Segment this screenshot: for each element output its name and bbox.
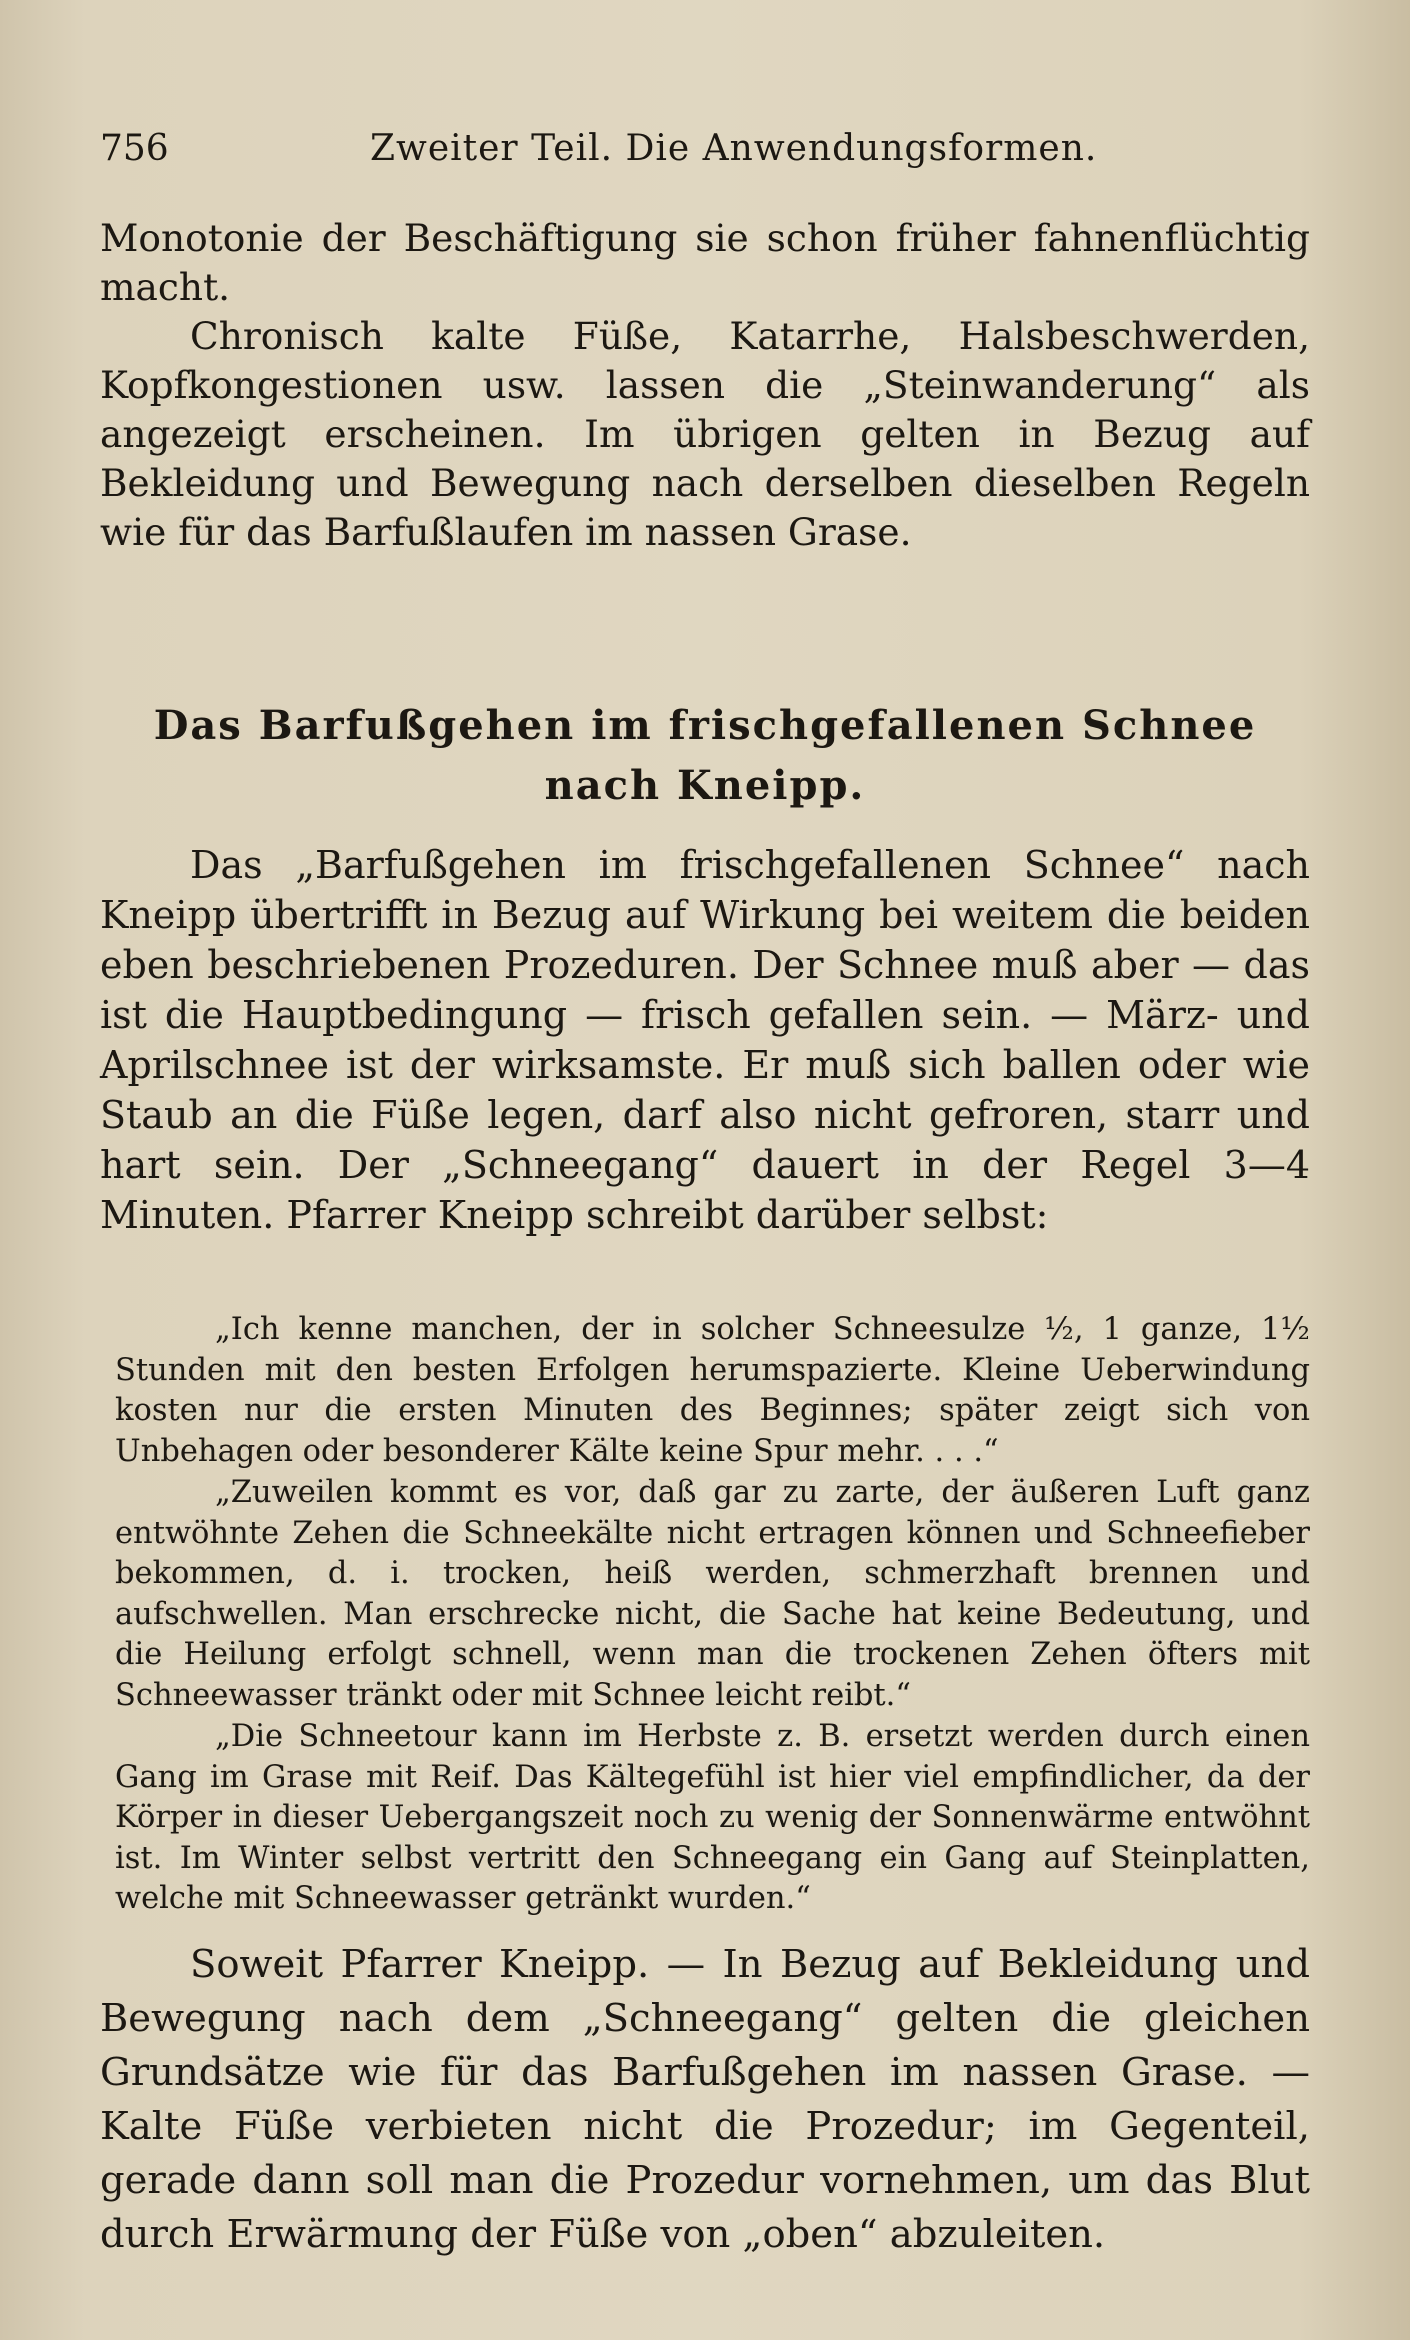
page-header bbox=[100, 128, 1310, 178]
section-heading-line-1: Das Barfußgehen im frischgefallenen Schnee bbox=[153, 702, 1257, 749]
kneipp-quotation bbox=[115, 1310, 1310, 1920]
paragraph-steinwanderung: Chronisch kalte Füße, Katarrhe, Halsbeschwerden, Kopfkongestionen usw. lassen die „Steinwanderung“ als angezeigt erscheinen. Im übrigen gelten in Bezug auf Bekleidung und Bewegung nach derselben dieselben Regeln wie für das Barfußlaufen im nassen Grase. bbox=[100, 314, 1310, 554]
running-head: Zweiter Teil. Die Anwendungsformen. bbox=[370, 128, 1098, 169]
continuation-text bbox=[100, 214, 1310, 557]
section-heading bbox=[100, 696, 1310, 816]
section-heading-line-2: nach Kneipp. bbox=[544, 762, 866, 809]
closing-text bbox=[100, 1938, 1310, 2262]
paragraph-continuation: Monotonie der Beschäftigung sie schon früher fahnenflüchtig macht. bbox=[100, 216, 1310, 309]
quote-paragraph-3: „Die Schneetour kann im Herbste z. B. ersetzt werden durch einen Gang im Grase mit Reif. Das Kältegefühl ist hier viel empfindlicher, da der Körper in dieser Uebergangszeit noch zu wenig der Sonnenwärme entwöhnt ist. Im Winter selbst vertritt den Schneegang ein Gang auf Steinplatten, welche mit Schneewasser getränkt wurden.“ bbox=[115, 1719, 1310, 1916]
paragraph-closing: Soweit Pfarrer Kneipp. — In Bezug auf Bekleidung und Bewegung nach dem „Schneegang“ gelten die gleichen Grundsätze wie für das Barfußgehen im nassen Grase. — Kalte Füße verbieten nicht die Prozedur; im Gegenteil, gerade dann soll man die Prozedur vornehmen, um das Blut durch Erwärmung der Füße von „oben“ abzuleiten. bbox=[100, 1942, 1310, 2257]
quote-paragraph-1: „Ich kenne manchen, der in solcher Schneesulze ½, 1 ganze, 1½ Stunden mit den besten Erfolgen herumspazierte. Kleine Ueberwindung kosten nur die ersten Minuten des Beginnes; später zeigt sich von Unbehagen oder besonderer Kälte keine Spur mehr. . . .“ bbox=[115, 1312, 1310, 1469]
section-intro bbox=[100, 840, 1310, 1240]
paragraph-schneegang-intro: Das „Barfußgehen im frischgefallenen Schnee“ nach Kneipp übertrifft in Bezug auf Wirkung bei weitem die beiden eben beschriebenen Prozeduren. Der Schnee muß aber — das ist die Hauptbedingung — frisch gefallen sein. — März- und Aprilschnee ist der wirksamste. Er muß sich ballen oder wie Staub an die Füße legen, darf also nicht gefroren, starr und hart sein. Der „Schneegang“ dauert in der Regel 3—4 Minuten. Pfarrer Kneipp schreibt darüber selbst: bbox=[100, 843, 1310, 1237]
page-number: 756 bbox=[100, 128, 169, 169]
quote-paragraph-2: „Zuweilen kommt es vor, daß gar zu zarte, der äußeren Luft ganz entwöhnte Zehen die Schneekälte nicht ertragen können und Schneefieber bekommen, d. i. trocken, heiß werden, schmerzhaft brennen und aufschwellen. Man erschrecke nicht, die Sache hat keine Bedeutung, und die Heilung erfolgt schnell, wenn man die trockenen Zehen öfters mit Schneewasser tränkt oder mit Schnee leicht reibt.“ bbox=[115, 1475, 1310, 1713]
